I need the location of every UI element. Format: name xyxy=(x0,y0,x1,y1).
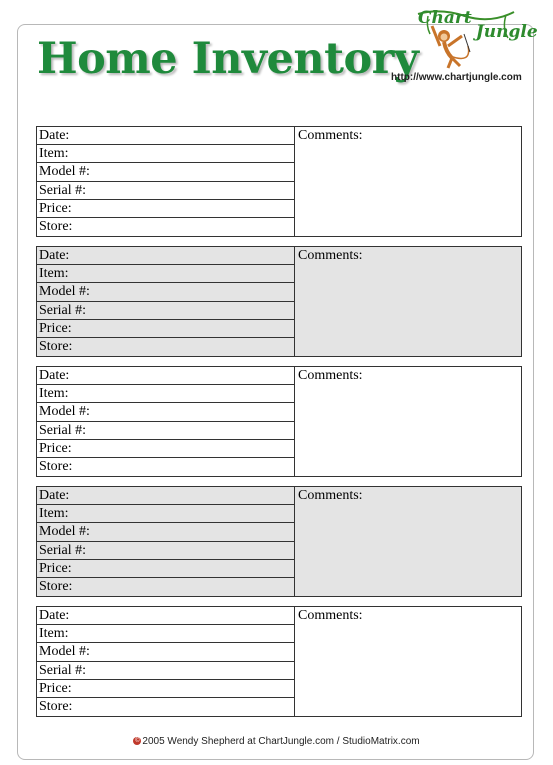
store-field[interactable]: Store: xyxy=(39,698,73,714)
site-url[interactable]: http://www.chartjungle.com xyxy=(391,72,522,83)
serial-field[interactable]: Serial #: xyxy=(37,182,294,200)
footer-credit xyxy=(0,736,553,747)
inventory-blocks xyxy=(36,126,522,726)
store-field[interactable]: Store: xyxy=(39,578,73,594)
price-field[interactable]: Price: xyxy=(37,560,294,578)
inventory-block-2 xyxy=(36,246,522,357)
model-field[interactable]: Model #: xyxy=(37,523,294,541)
fields-column xyxy=(37,607,295,716)
serial-field[interactable]: Serial #: xyxy=(37,302,294,320)
fields-column xyxy=(37,487,295,596)
store-field[interactable]: Store: xyxy=(39,218,73,234)
item-field[interactable]: Item: xyxy=(37,505,294,523)
item-field[interactable]: Item: xyxy=(37,265,294,283)
price-field[interactable]: Price: xyxy=(37,680,294,698)
inventory-block-3 xyxy=(36,366,522,477)
logo-word-jungle: Jungle xyxy=(475,22,538,42)
date-field[interactable]: Date: xyxy=(37,607,294,625)
price-field[interactable]: Price: xyxy=(37,320,294,338)
model-field[interactable]: Model #: xyxy=(37,283,294,301)
date-field[interactable]: Date: xyxy=(37,487,294,505)
logo-word-chart: Chart xyxy=(418,8,472,28)
date-field[interactable]: Date: xyxy=(37,247,294,265)
inventory-block-4 xyxy=(36,486,522,597)
date-field[interactable]: Date: xyxy=(37,367,294,385)
model-field[interactable]: Model #: xyxy=(37,163,294,181)
inventory-block-1 xyxy=(36,126,522,237)
model-field[interactable]: Model #: xyxy=(37,403,294,421)
serial-field[interactable]: Serial #: xyxy=(37,422,294,440)
item-field[interactable]: Item: xyxy=(37,145,294,163)
store-field[interactable]: Store: xyxy=(39,338,73,354)
serial-field[interactable]: Serial #: xyxy=(37,542,294,560)
date-field[interactable]: Date: xyxy=(37,127,294,145)
comments-field[interactable]: Comments: xyxy=(298,368,363,383)
item-field[interactable]: Item: xyxy=(37,385,294,403)
logo-wordmark xyxy=(418,8,538,42)
comments-field[interactable]: Comments: xyxy=(298,128,363,143)
inventory-block-5 xyxy=(36,606,522,717)
price-field[interactable]: Price: xyxy=(37,200,294,218)
fields-column xyxy=(37,127,295,236)
model-field[interactable]: Model #: xyxy=(37,643,294,661)
fields-column xyxy=(37,367,295,476)
page-title: Home Inventory xyxy=(37,34,419,84)
copyright-icon: © xyxy=(135,738,140,745)
store-field[interactable]: Store: xyxy=(39,458,73,474)
price-field[interactable]: Price: xyxy=(37,440,294,458)
comments-field[interactable]: Comments: xyxy=(298,488,363,503)
item-field[interactable]: Item: xyxy=(37,625,294,643)
serial-field[interactable]: Serial #: xyxy=(37,662,294,680)
fields-column xyxy=(37,247,295,356)
comments-field[interactable]: Comments: xyxy=(298,248,363,263)
comments-field[interactable]: Comments: xyxy=(298,608,363,623)
footer-text: 2005 Wendy Shepherd at ChartJungle.com / StudioMatrix.com xyxy=(142,736,420,747)
